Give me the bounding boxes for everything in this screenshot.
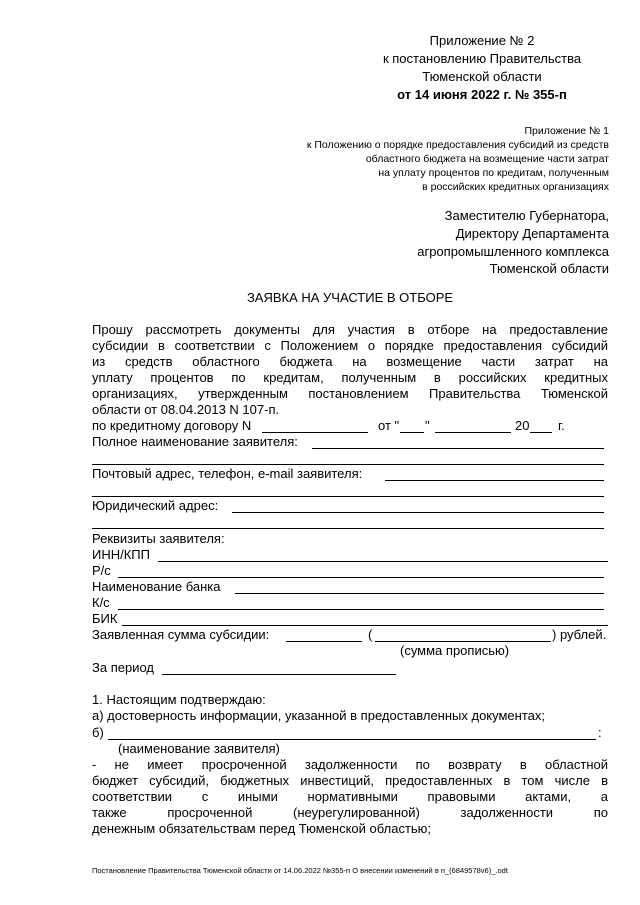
section1-item-a: а) достоверность информации, указанной в предоставленных документах; (92, 708, 545, 723)
applicant-name-field[interactable] (108, 739, 596, 740)
appendix1-line2: к Положению о порядке предоставления субсидий из средств (306, 139, 609, 151)
section1-dash-line-2: бюджет субсидий, бюджетных инвестиций, предоставленных в том числе в (92, 773, 608, 788)
addressee-line3: агропромышленного комплекса (417, 244, 609, 259)
intro-line-4: уплату процентов по кредитам, полученным в российских кредитных (92, 370, 608, 385)
contract-quote-close: " (425, 418, 430, 433)
contract-number-field[interactable] (262, 432, 368, 433)
appendix2-line1: Приложение № 2 (429, 33, 535, 48)
section1-dash-line-3: соответствии с иными нормативными правовыми актами, а (92, 789, 608, 804)
full-name-label: Полное наименование заявителя: (92, 434, 298, 449)
legal-address-field-continued[interactable] (92, 528, 604, 529)
postal-label: Почтовый адрес, телефон, e-mail заявителя: (92, 466, 363, 481)
page-footer: Постановление Правительства Тюменской области от 14.06.2022 №355-п О внесении изменений в п_(6849578v6)_.odt (92, 866, 508, 875)
contract-year-field[interactable] (530, 432, 552, 433)
ks-field[interactable] (118, 609, 604, 610)
contract-month-field[interactable] (435, 432, 511, 433)
postal-field-continued[interactable] (92, 496, 604, 497)
amount-label: Заявленная сумма субсидии: (92, 627, 270, 642)
appendix1-line4: на уплату процентов по кредитам, полученным (378, 167, 609, 179)
intro-line-1: Прошу рассмотреть документы для участия в отборе на предоставление (92, 322, 608, 337)
contract-year-prefix: 20 (515, 418, 530, 433)
legal-address-label: Юридический адрес: (92, 498, 219, 513)
period-label: За период (92, 660, 154, 675)
section1-item-b-prefix: б) (92, 725, 104, 740)
amount-number-field[interactable] (286, 641, 362, 642)
document-title: ЗАЯВКА НА УЧАСТИЕ В ОТБОРЕ (246, 290, 454, 305)
legal-address-field[interactable] (232, 512, 604, 513)
intro-line-5: организациях, утвержденным постановлением Правительства Тюменской (92, 386, 608, 401)
contract-label: по кредитному договору N (92, 418, 252, 433)
rs-field[interactable] (118, 577, 604, 578)
ks-label: К/с (92, 595, 110, 610)
appendix2-line4: от 14 июня 2022 г. № 355-п (397, 87, 567, 102)
requisites-label: Реквизиты заявителя: (92, 531, 225, 546)
amount-rubles-label: ) рублей. (552, 627, 607, 642)
contract-day-field[interactable] (400, 432, 424, 433)
addressee-line1: Заместителю Губернатора, (444, 208, 609, 223)
section1-dash-line-1: - не имеет просроченной задолженности по возврату в областной (92, 757, 608, 772)
appendix2-line3: Тюменской области (422, 69, 542, 84)
applicant-name-hint: (наименование заявителя) (118, 741, 280, 756)
appendix1-line5: в российских кредитных организациях (422, 181, 609, 193)
addressee-line2: Директору Департамента (455, 226, 609, 241)
contract-year-suffix: г. (558, 418, 565, 433)
appendix1-line3: областного бюджета на возмещение части затрат (365, 153, 609, 165)
addressee-line4: Тюменской области (489, 261, 609, 276)
amount-open-paren: ( (368, 627, 373, 642)
postal-field[interactable] (385, 480, 604, 481)
amount-words-hint: (сумма прописью) (400, 643, 510, 658)
bank-label: Наименование банка (92, 579, 221, 594)
section1-dash-line-5: денежным обязательствам перед Тюменской областью; (92, 821, 432, 836)
inn-field[interactable] (158, 561, 608, 562)
rs-label: Р/с (92, 563, 111, 578)
full-name-field[interactable] (312, 448, 604, 449)
appendix2-line2: к постановлению Правительства (382, 51, 582, 66)
intro-line-3: из средств областного бюджета на возмещение части затрат на (92, 354, 608, 369)
bank-field[interactable] (235, 593, 604, 594)
section1-item-b-suffix: : (598, 725, 602, 740)
section1-heading: 1. Настоящим подтверждаю: (92, 692, 266, 707)
section1-dash-line-4: также просроченной (неурегулированной) задолженности по (92, 805, 608, 820)
intro-line-2: субсидии в соответствии с Положением о порядке предоставления субсидий (92, 338, 608, 353)
period-field[interactable] (162, 674, 396, 675)
full-name-field-continued[interactable] (92, 464, 604, 465)
intro-line-6: области от 08.04.2013 N 107-п. (92, 402, 280, 417)
inn-label: ИНН/КПП (92, 547, 150, 562)
amount-words-field[interactable] (375, 641, 551, 642)
bik-field[interactable] (122, 625, 608, 626)
contract-from-label: от " (378, 418, 400, 433)
appendix1-line1: Приложение № 1 (524, 125, 609, 137)
bik-label: БИК (92, 611, 118, 626)
